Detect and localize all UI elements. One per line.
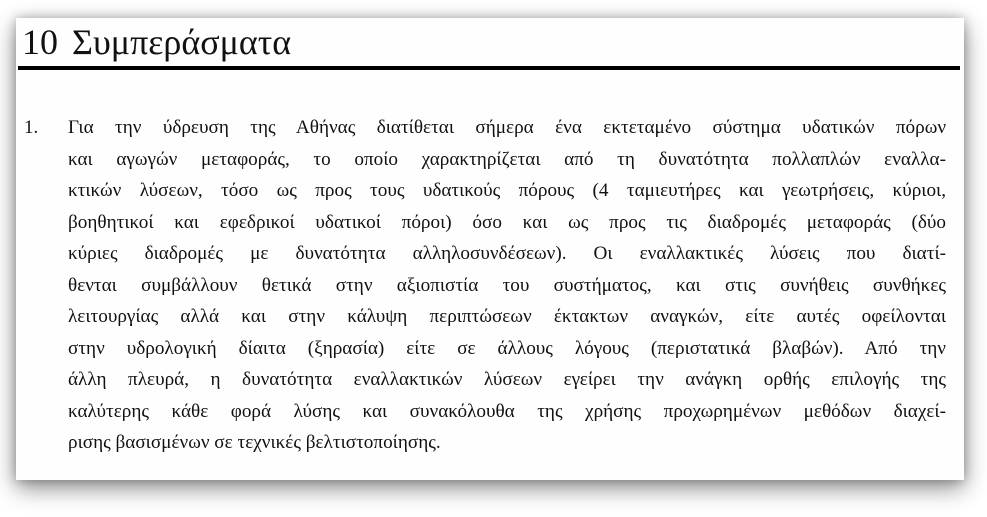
heading-rule xyxy=(18,66,960,70)
paragraph-line: ρισης βασισμένων σε τεχνικές βελτιστοποίησης. xyxy=(68,432,441,453)
section-number: 10 xyxy=(22,22,58,62)
paragraph-line: Για την ύδρευση της Αθήνας διατίθεται σήμερα ένα εκτεταμένο σύστημα υδατικών πόρων xyxy=(68,117,946,138)
paragraph-line: θενται συμβάλλουν θετικά στην αξιοπιστία του συστήματος, και στις συνήθεις συνθήκες xyxy=(68,274,946,296)
list-item-paragraph xyxy=(68,112,946,459)
paragraph-line: και αγωγών μεταφοράς, το οποίο χαρακτηρίζεται από τη δυνατότητα πολλαπλών εναλλα- xyxy=(68,148,946,170)
paragraph-line: στην υδρολογική δίαιτα (ξηρασία) είτε σε άλλους λόγους (περιστατικά βλαβών). Από την xyxy=(68,337,946,359)
paragraph-line: κτικών λύσεων, τόσο ως προς τους υδατικούς πόρους (4 ταμιευτήρες και γεωτρήσεις, κύριοι, xyxy=(68,180,946,201)
list-item-number: 1. xyxy=(24,117,39,138)
paragraph-line: κύριες διαδρομές με δυνατότητα αλληλοσυνδέσεων). Οι εναλλακτικές λύσεις που διατί- xyxy=(68,243,946,264)
paragraph-line: καλύτερης κάθε φορά λύσης και συνακόλουθα της χρήσης προχωρημένων μεθόδων διαχεί- xyxy=(68,400,946,422)
section-title: Συμπεράσματα xyxy=(72,22,292,62)
paragraph-line: άλλη πλευρά, η δυνατότητα εναλλακτικών λύσεων εγείρει την ανάγκη ορθής επιλογής της xyxy=(68,369,946,390)
paragraph-line: λειτουργίας αλλά και στην κάλυψη περιπτώσεων έκτακτων αναγκών, είτε αυτές οφείλονται xyxy=(68,306,946,327)
section-heading xyxy=(22,20,291,64)
paragraph-line: βοηθητικοί και εφεδρικοί υδατικοί πόροι) όσο και ως προς τις διαδρομές μεταφοράς (δύο xyxy=(68,211,946,233)
